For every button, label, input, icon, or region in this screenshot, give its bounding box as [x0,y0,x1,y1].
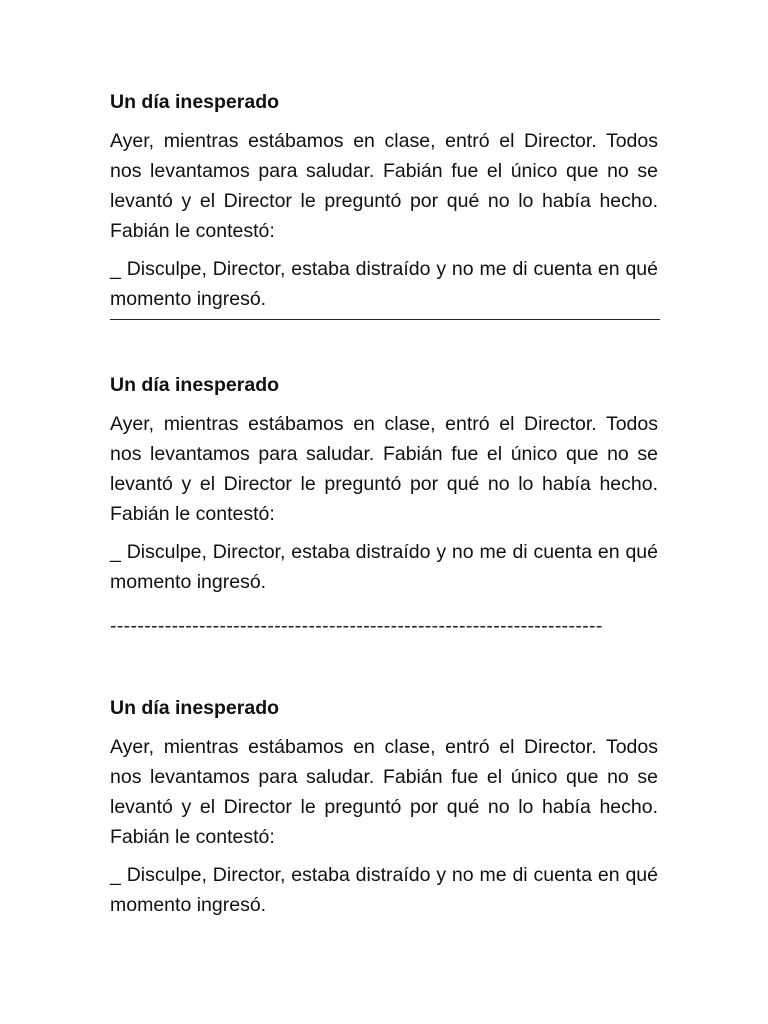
story-paragraph: Ayer, mientras estábamos en clase, entró el Director. Todos nos levantamos para saludar. Fabián fue el único que no se levantó y el Director le preguntó por qué no lo había hecho. Fabián le contestó: [110,413,658,525]
story-title: Un día inesperado [110,374,280,396]
solid-divider-line [110,319,660,320]
document-page [110,0,658,1024]
story-dialogue: _ Disculpe, Director, estaba distraído y no me di cuenta en qué momento ingresó. [110,258,658,310]
story-dialogue: _ Disculpe, Director, estaba distraído y no me di cuenta en qué momento ingresó. [110,541,658,593]
dashed-divider-line: ------------------------------------------------------------------------ [110,615,603,637]
story-title: Un día inesperado [110,697,280,719]
story-paragraph: Ayer, mientras estábamos en clase, entró el Director. Todos nos levantamos para saludar. Fabián fue el único que no se levantó y el Director le preguntó por qué no lo había hecho. Fabián le contestó: [110,736,658,848]
story-section-3 [110,694,658,920]
story-dialogue: _ Disculpe, Director, estaba distraído y no me di cuenta en qué momento ingresó. [110,864,658,916]
story-paragraph: Ayer, mientras estábamos en clase, entró el Director. Todos nos levantamos para saludar. Fabián fue el único que no se levantó y el Director le preguntó por qué no lo había hecho. Fabián le contestó: [110,130,658,242]
story-title: Un día inesperado [110,91,280,113]
story-section-1 [110,88,658,314]
story-section-2 [110,371,658,597]
